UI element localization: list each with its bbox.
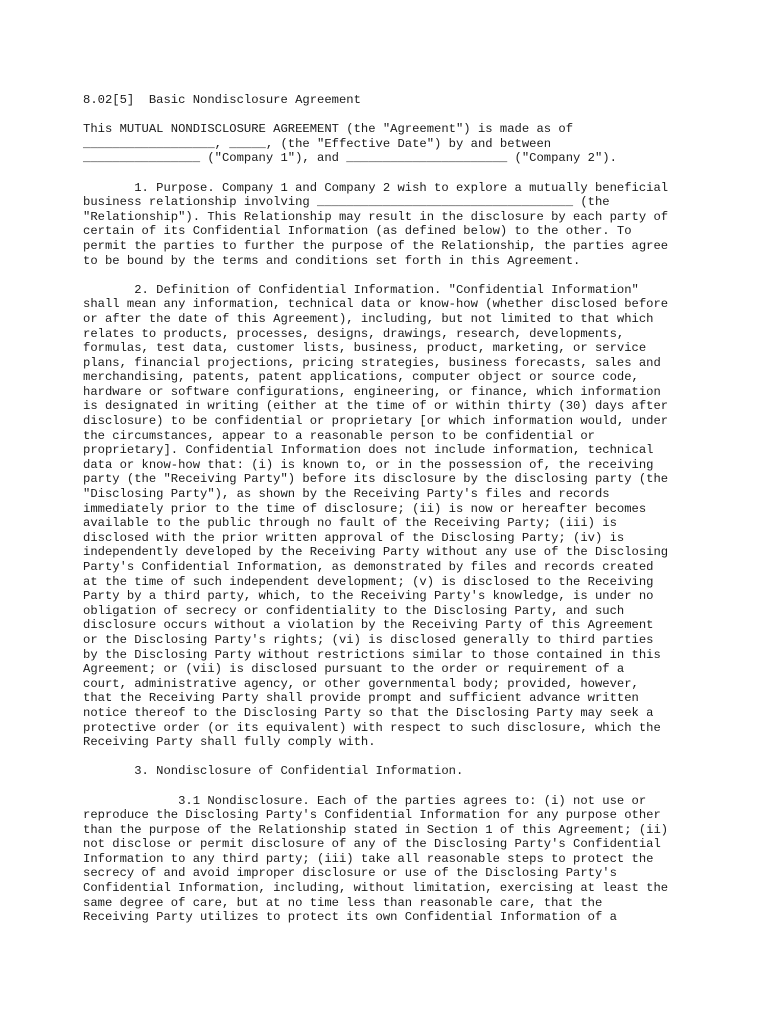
text-line: This MUTUAL NONDISCLOSURE AGREEMENT (the "Agreement") is made as of [83,122,574,137]
text-line: immediately prior to the time of disclosure; (ii) is now or hereafter becomes [83,501,647,516]
text-line: 1. Purpose. Company 1 and Company 2 wish to explore a mutually beneficial [83,180,669,195]
text-line: disclosure occurs without a violation by the Receiving Party of this Agreement [83,618,654,633]
blank-line [83,268,723,283]
text-line: reproduce the Disclosing Party's Confidential Information for any purpose other [83,808,661,823]
text-line: Receiving Party utilizes to protect its own Confidential Information of a [83,910,617,925]
text-line: disclosure) to be confidential or proprietary [or which information would, under [83,414,669,429]
text-line: 2. Definition of Confidential Information. "Confidential Information" [83,282,639,297]
document-page [83,93,723,925]
text-line: business relationship involving ___________________________________ (the [83,195,610,210]
text-line: independently developed by the Receiving Party without any use of the Disclosing [83,545,669,560]
text-line: that the Receiving Party shall provide prompt and sufficient advance written [83,691,639,706]
text-line: Party's Confidential Information, as demonstrated by files and records created [83,560,654,574]
text-line: hardware or software configurations, engineering, or finance, which information [83,384,661,399]
text-line: is designated in writing (either at the time of or within thirty (30) days after [83,399,669,414]
section-3-1-nondisclosure [83,794,723,925]
text-line: not disclose or permit disclosure of any of the Disclosing Party's Confidential [83,837,661,852]
text-line: shall mean any information, technical data or know-how (whether disclosed before [83,297,669,312]
text-line: 3.1 Nondisclosure. Each of the parties agrees to: (i) not use or [83,793,647,808]
section-1-purpose [83,181,723,269]
text-line: disclosed with the prior written approval of the Disclosing Party; (iv) is [83,530,625,545]
text-line: Information to any third party; (iii) take all reasonable steps to protect the [83,851,654,866]
text-line: "Relationship"). This Relationship may result in the disclosure by each party of [83,209,669,224]
text-line: secrecy of and avoid improper disclosure or use of the Disclosing Party's [83,866,617,881]
text-line: party (the "Receiving Party") before its disclosure by the disclosing party (the [83,472,669,487]
text-line: at the time of such independent development; (v) is disclosed to the Receiving [83,574,654,589]
text-line: Receiving Party shall fully comply with. [83,735,376,750]
text-line: proprietary]. Confidential Information does not include information, technical [83,443,654,458]
text-line: __________________, _____, (the "Effective Date") by and between [83,136,552,151]
text-line: Agreement; or (vii) is disclosed pursuant to the order or requirement of a [83,662,625,677]
text-line: court, administrative agency, or other governmental body; provided, however, [83,676,639,691]
text-line: formulas, test data, customer lists, business, product, marketing, or service [83,341,647,356]
text-line: relates to products, processes, designs, drawings, research, developments, [83,326,625,341]
text-line: ________________ ("Company 1"), and ______________________ ("Company 2"). [83,151,617,166]
text-line: merchandising, patents, patent applications, computer object or source code, [83,370,639,385]
text-line: protective order (or its equivalent) with respect to such disclosure, which the [83,720,661,735]
text-line: Confidential Information, including, without limitation, exercising at least the [83,881,669,896]
text-line: Party by a third party, which, to the Receiving Party's knowledge, is under no [83,589,654,604]
text-line: plans, financial projections, pricing strategies, business forecasts, sales and [83,355,661,370]
text-line: by the Disclosing Party without restrictions similar to those contained in this [83,647,661,662]
text-line: to be bound by the terms and conditions set forth in this Agreement. [83,253,581,268]
text-line: "Disclosing Party"), as shown by the Receiving Party's files and records [83,487,610,502]
section-2-definition [83,283,723,750]
text-line: than the purpose of the Relationship stated in Section 1 of this Agreement; (ii) [83,822,669,837]
text-line: available to the public through no fault of the Receiving Party; (iii) is [83,516,617,531]
blank-line [83,779,723,794]
text-line: certain of its Confidential Information (as defined below) to the other. To [83,224,632,239]
text-line: same degree of care, but at no time less than reasonable care, that the [83,895,603,910]
text-line: permit the parties to further the purpose of the Relationship, the parties agree [83,238,669,253]
blank-line [83,166,723,181]
intro-paragraph [83,122,723,166]
blank-line [83,108,723,123]
text-line: the circumstances, appear to a reasonable person to be confidential or [83,428,595,443]
text-line: obligation of secrecy or confidentiality to the Disclosing Party, and such [83,603,625,618]
text-line: or the Disclosing Party's rights; (vi) is disclosed generally to third parties [83,632,654,647]
text-line: notice thereof to the Disclosing Party so that the Disclosing Party may seek a [83,705,654,720]
blank-line [83,750,723,765]
document-heading: 8.02[5] Basic Nondisclosure Agreement [83,93,361,107]
text-line: data or know-how that: (i) is known to, or in the possession of, the receiving [83,457,654,472]
text-line: or after the date of this Agreement), including, but not limited to that which [83,311,654,326]
section-3-heading: 3. Nondisclosure of Confidential Information. [83,764,464,779]
